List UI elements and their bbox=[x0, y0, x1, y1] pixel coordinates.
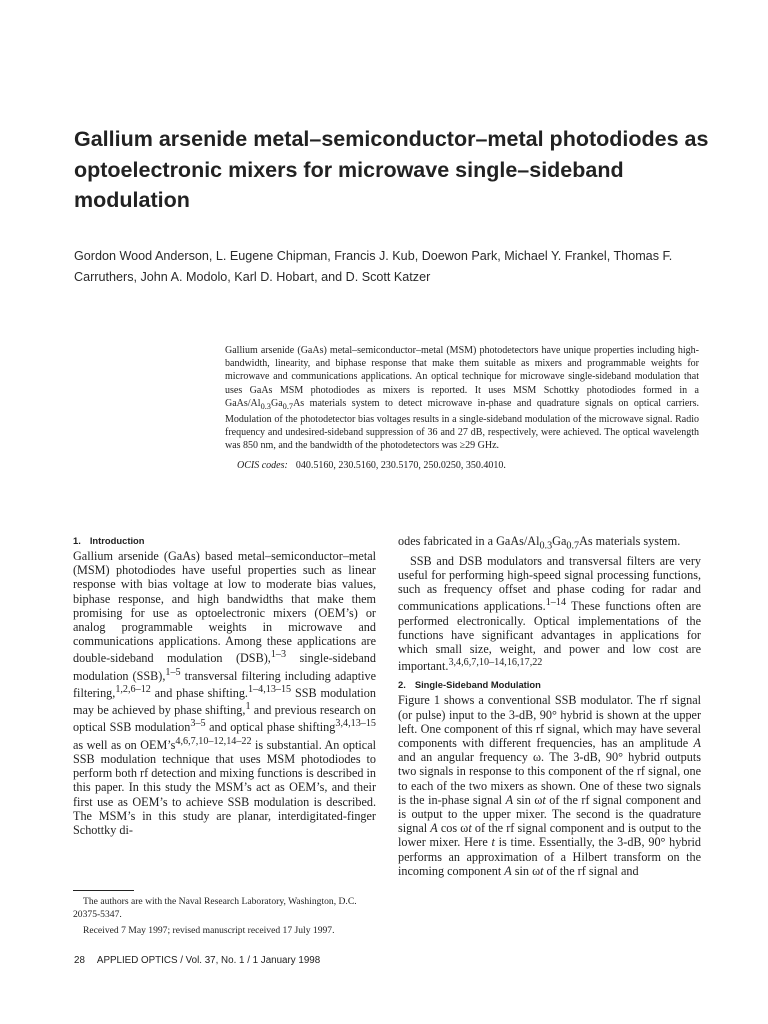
text-run: is time. Essentially, the 3-dB, 90° hybrid performs an approximation of a Hilbert transform on the incoming component bbox=[398, 835, 701, 878]
ocis-values: 040.5160, 230.5160, 230.5170, 250.0250, 350.4010. bbox=[295, 460, 506, 471]
math-variable: A bbox=[505, 792, 514, 807]
math-variable: A bbox=[430, 821, 438, 836]
text-run: These functions often are performed electronically. Optical implementations of the functions have significant advantages in applications for which small size, weight, and power and low cost are important. bbox=[398, 599, 701, 674]
footnote-affiliation: The authors are with the Naval Research Laboratory, Washington, D.C. 20375-5347. bbox=[73, 896, 357, 920]
text-run: of the rf signal component and is output to the upper mixer. The second is the quadrature signal bbox=[398, 792, 701, 836]
section-number: 2. bbox=[398, 679, 406, 691]
citation: 1 bbox=[245, 701, 251, 713]
text-run: and phase shifting. bbox=[150, 686, 248, 701]
section-heading-single-sideband bbox=[398, 678, 701, 692]
running-footer bbox=[74, 955, 320, 966]
math-variable: A bbox=[693, 736, 701, 750]
paragraph bbox=[398, 554, 701, 674]
footnotes bbox=[73, 896, 376, 938]
text-run: transversal filtering including adaptive filtering, bbox=[73, 668, 376, 701]
math-variable: t bbox=[540, 863, 544, 878]
text-run: cos ω bbox=[437, 821, 469, 836]
text-run: is substantial. An optical SSB modulation technique that uses MSM photodiodes to perform both rf detection and mixing functions is described in this paper. In this study the MSM’s act as OEM’s, and their first use as OEM’s to achieve SSB modulation is described. The MSM’s in this study are planar, interdigitated-finger Schottky di- bbox=[73, 737, 376, 838]
ocis-codes bbox=[237, 459, 506, 472]
citation: 1–14 bbox=[545, 597, 567, 609]
text-run: of the rf signal component and is output to the lower mixer. Here bbox=[398, 821, 701, 850]
text-run: Figure 1 shows a conventional SSB modulator. The rf signal (or pulse) input to the 3-dB, 90° hybrid is shown at the upper left. One component of this rf signal, which may have several components with different frequencies, has an amplitude bbox=[398, 693, 701, 750]
abstract-text: Gallium arsenide (GaAs) metal–semiconductor–metal (MSM) photodetectors have unique properties including high-bandwidth, linearity, and biphase response that make them suitable as mixers and programmable weights for microwave and communications applications. An optical technique for microwave single-sideband modulation that uses GaAs MSM photodiodes as mixers is reported. It uses MSM Schottky photodiodes formed in a GaAs/Al bbox=[225, 345, 699, 409]
text-run: single-sideband modulation (SSB), bbox=[73, 651, 376, 683]
citation: 3,4,13–15 bbox=[335, 718, 376, 730]
abstract bbox=[225, 344, 699, 453]
text-run: of the rf signal and bbox=[543, 863, 639, 878]
subscript: 0.7 bbox=[566, 540, 580, 552]
text-run: SSB modulation may be achieved by phase shifting, bbox=[73, 686, 376, 718]
subscript: 0.7 bbox=[282, 401, 294, 411]
section-heading-introduction bbox=[73, 534, 376, 548]
text-run: sin ω bbox=[513, 792, 543, 807]
math-variable: t bbox=[468, 821, 472, 836]
text-run: odes fabricated in a GaAs/Al bbox=[398, 534, 540, 548]
paragraph bbox=[73, 549, 376, 837]
citation: 1–4,13–15 bbox=[247, 683, 292, 695]
citation: 1–3 bbox=[270, 649, 287, 661]
math-variable: t bbox=[542, 792, 546, 807]
text-run: as well as on OEM’s bbox=[73, 737, 176, 752]
text-run: Ga bbox=[552, 534, 567, 548]
citation: 3,4,6,7,10–14,16,17,22 bbox=[448, 657, 543, 669]
footnote-divider bbox=[73, 890, 134, 891]
section-number: 1. bbox=[73, 535, 81, 546]
math-variable: A bbox=[504, 863, 512, 878]
text-run: and an angular frequency ω. The 3-dB, 90° hybrid outputs two signals in response to this component of the rf signal, one to each of the two mixers as shown. One of these two signals is the in-phase signal bbox=[398, 750, 701, 807]
text-run: sin ω bbox=[511, 863, 541, 878]
math-variable: t bbox=[491, 835, 495, 850]
paper-title: Gallium arsenide metal–semiconductor–metal photodiodes as optoelectronic mixers for microwave single–sideband modulation bbox=[74, 127, 709, 212]
citation: 4,6,7,10–12,14–22 bbox=[175, 735, 252, 747]
subscript: 0.3 bbox=[260, 401, 271, 411]
citation: 3–5 bbox=[190, 718, 206, 730]
citation: 1,2,6–12 bbox=[115, 683, 151, 695]
author-list: Gordon Wood Anderson, L. Eugene Chipman, Francis J. Kub, Doewon Park, Michael Y. Frankel, Thomas F. Carruthers, John A. Modolo, Karl D. Hobart, and D. Scott Katzer bbox=[74, 249, 673, 284]
abstract-text: Ga bbox=[270, 397, 283, 409]
section-title: Introduction bbox=[89, 535, 145, 546]
paragraph bbox=[398, 693, 701, 878]
ocis-label: OCIS codes: bbox=[237, 460, 288, 471]
journal-citation: APPLIED OPTICS / Vol. 37, No. 1 / 1 January 1998 bbox=[96, 955, 321, 966]
page-number: 28 bbox=[74, 955, 85, 966]
right-column bbox=[398, 534, 701, 878]
left-column bbox=[73, 534, 376, 837]
text-run: and previous research on optical SSB modulation bbox=[73, 703, 376, 735]
paragraph-continued bbox=[398, 534, 701, 554]
text-run: Gallium arsenide (GaAs) based metal–semiconductor–metal (MSM) photodiodes have useful properties such as linear response with bias voltage at low to moderate bias values, biphase response, and high bandwidths that make them promising for use as optoelectronic mixers (OEM’s) or analog programmable weights in microwave and communications applications. Among these applications are double-sideband modulation (DSB), bbox=[73, 549, 376, 666]
text-run: and optical phase shifting bbox=[205, 720, 336, 735]
section-title: Single-Sideband Modulation bbox=[414, 679, 541, 691]
abstract-text: As materials system to detect microwave in-phase and quadrature signals on optical carriers. Modulation of the photodetector bias voltages results in a single-sideband modulation of the microwave signal. Radio frequency and undesired-sideband suppression of 36 and 27 dB, respectively, were achieved. The optical wavelength was 850 nm, and the bandwidth of the photodetectors was ≥29 GHz. bbox=[225, 397, 699, 452]
text-run: As materials system. bbox=[579, 534, 681, 548]
text-run: SSB and DSB modulators and transversal filters are very useful for performing high-speed signal processing functions, such as frequency offset and phase coding for radar and communications applications. bbox=[398, 553, 701, 614]
citation: 1–5 bbox=[165, 666, 181, 678]
footnote-received: Received 7 May 1997; revised manuscript received 17 July 1997. bbox=[83, 925, 335, 937]
subscript: 0.3 bbox=[539, 540, 553, 552]
